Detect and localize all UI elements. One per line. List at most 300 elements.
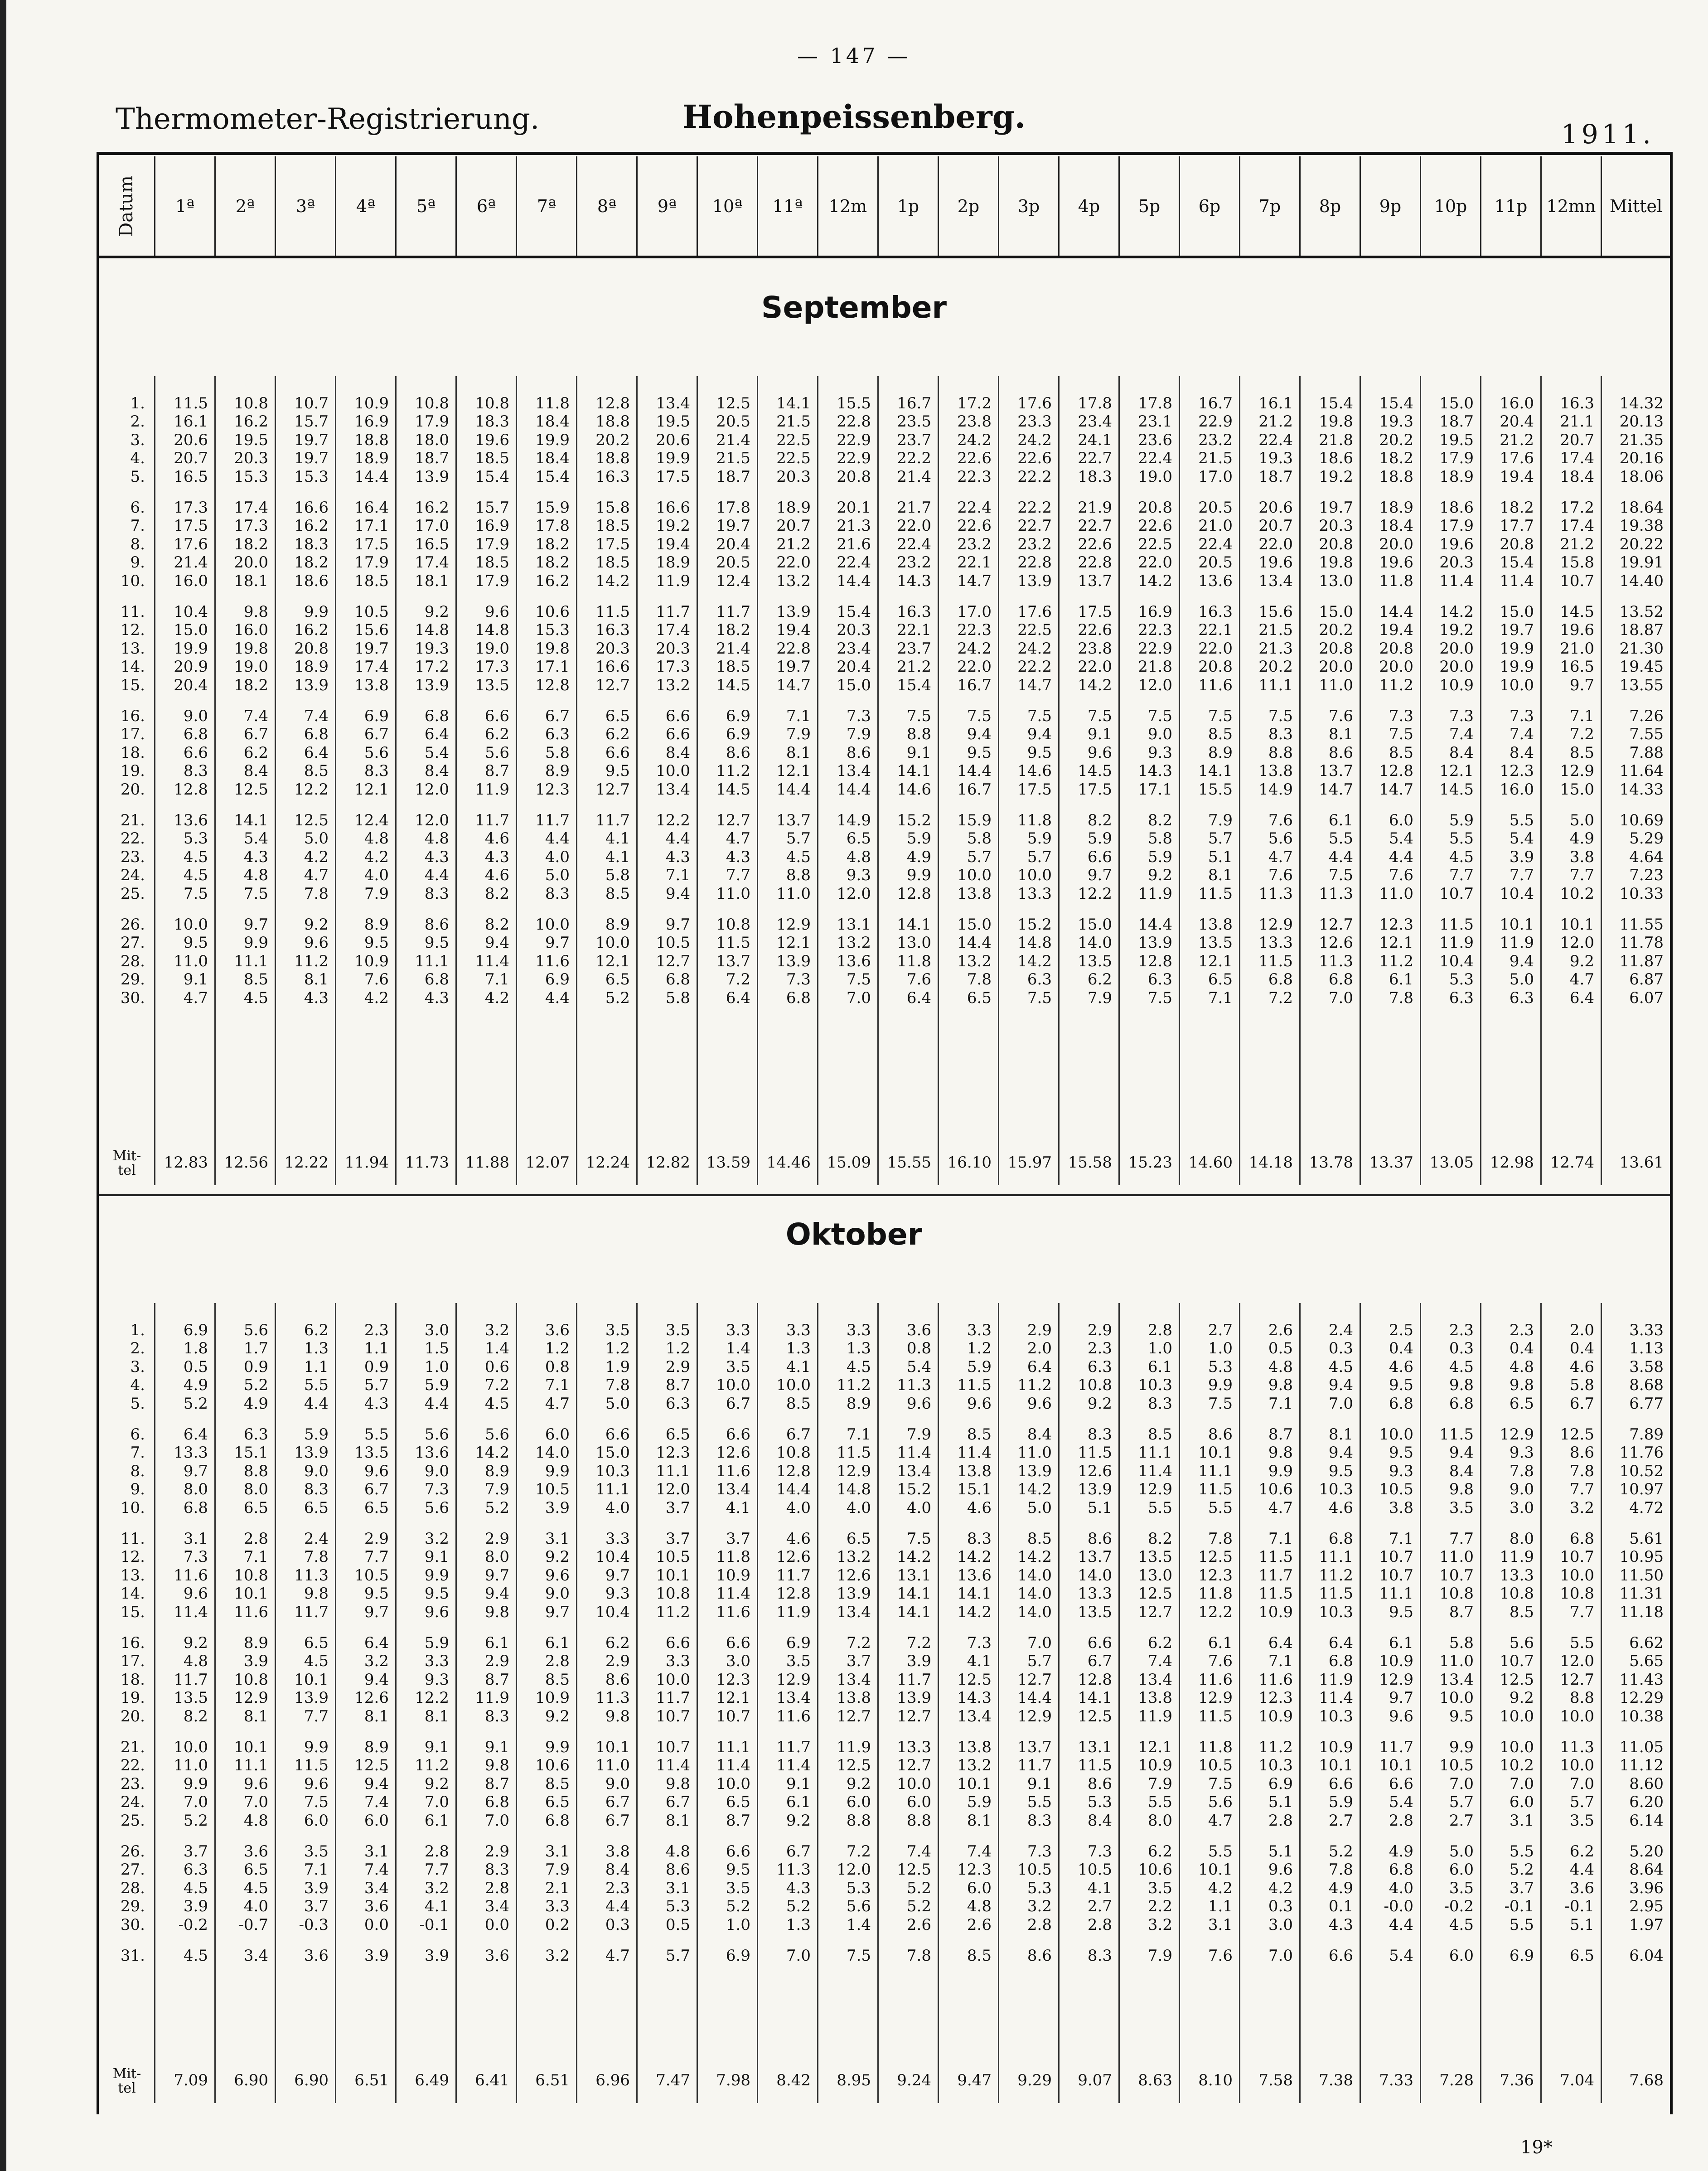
table-cell: 14.8 — [837, 1480, 871, 1499]
table-cell: 13.8 — [957, 884, 992, 903]
table-cell: 3.0 — [726, 1652, 750, 1671]
table-cell: 14.1 — [897, 762, 931, 780]
table-cell: 4.8 — [183, 1652, 208, 1671]
monthly-mean-cell: 14.46 — [766, 1153, 811, 1172]
table-cell: 22.0 — [1078, 658, 1112, 676]
table-cell: 7.3 — [967, 1634, 992, 1652]
table-cell: 7.7 — [1569, 1480, 1594, 1499]
table-cell: 6.5 — [605, 707, 630, 725]
table-cell: 12.0 — [656, 1480, 690, 1499]
table-cell: 2.6 — [906, 1915, 931, 1934]
page-number: — 147 — — [797, 44, 911, 68]
table-cell: 8.6 — [665, 1861, 690, 1879]
table-cell: 1.5 — [424, 1339, 449, 1358]
table-cell: 2.8 — [1027, 1915, 1052, 1934]
table-cell: 7.8 — [967, 970, 992, 989]
table-cell: 9.1 — [424, 1548, 449, 1566]
table-cell: 10.7 — [1439, 884, 1474, 903]
table-cell: 11.6 — [1198, 1670, 1233, 1689]
table-cell: 22.0 — [776, 553, 811, 572]
table-cell: 12.8 — [174, 780, 208, 799]
table-cell: 7.9 — [1208, 811, 1233, 829]
table-cell: 19.6 — [475, 431, 509, 449]
table-cell: 20.8 — [1500, 535, 1534, 553]
table-cell: 13.5 — [1078, 1603, 1112, 1621]
table-cell: 8.8 — [1268, 743, 1293, 762]
row-mittel-cell: 21.30 — [1619, 639, 1664, 658]
table-cell: 0.3 — [1328, 1339, 1353, 1358]
table-cell: 20.5 — [716, 553, 750, 572]
table-cell: 10.5 — [1017, 1861, 1052, 1879]
row-mittel-cell: 11.12 — [1619, 1756, 1664, 1775]
table-cell: 8.8 — [906, 725, 931, 744]
table-cell: 11.1 — [415, 952, 449, 970]
table-cell: 6.8 — [1268, 970, 1293, 989]
table-cell: 9.2 — [786, 1811, 811, 1830]
table-cell: 4.0 — [846, 1498, 871, 1517]
table-cell: 18.2 — [234, 676, 268, 694]
table-cell: 4.0 — [605, 1498, 630, 1517]
table-cell: 22.0 — [1258, 535, 1293, 553]
row-mittel-cell: 7.23 — [1629, 866, 1664, 885]
table-cell: 0.3 — [1449, 1339, 1474, 1358]
table-cell: 13.9 — [294, 1444, 329, 1462]
table-cell: 11.4 — [716, 1756, 750, 1775]
table-cell: 11.5 — [1198, 1480, 1233, 1499]
table-cell: 14.1 — [897, 916, 931, 934]
table-cell: 7.5 — [1208, 707, 1233, 725]
table-cell: 13.9 — [837, 1585, 871, 1603]
table-cell: 7.5 — [1147, 989, 1172, 1007]
table-cell: 11.5 — [837, 1444, 871, 1462]
table-cell: 6.0 — [846, 1793, 871, 1812]
table-cell: 24.2 — [1017, 431, 1052, 449]
row-mittel-cell: 5.20 — [1629, 1842, 1664, 1861]
table-cell: 12.1 — [595, 952, 630, 970]
table-cell: 11.7 — [776, 1566, 811, 1585]
table-cell: 7.1 — [846, 1425, 871, 1444]
table-cell: 14.0 — [1017, 1585, 1052, 1603]
table-cell: 13.3 — [897, 1738, 931, 1756]
monthly-mean-cell: 6.51 — [354, 2071, 389, 2089]
table-cell: 4.7 — [1208, 1811, 1233, 1830]
table-cell: 6.1 — [1147, 1357, 1172, 1376]
table-cell: 12.1 — [776, 762, 811, 780]
table-cell: 4.7 — [1268, 848, 1293, 866]
table-cell: 1.3 — [786, 1339, 811, 1358]
table-cell: 9.1 — [786, 1774, 811, 1793]
table-cell: 4.2 — [1268, 1879, 1293, 1897]
table-cell: 18.5 — [716, 658, 750, 676]
table-cell: 20.5 — [716, 412, 750, 431]
row-mittel-cell: 6.04 — [1629, 1947, 1664, 1965]
table-cell: 19.0 — [234, 658, 268, 676]
table-cell: 10.7 — [1560, 1548, 1594, 1566]
table-cell: 10.8 — [1560, 1585, 1594, 1603]
table-cell: 6.4 — [304, 743, 329, 762]
table-cell: 3.8 — [1569, 848, 1594, 866]
table-cell: 11.7 — [1258, 1566, 1293, 1585]
row-date: 4. — [130, 449, 145, 468]
table-cell: 6.9 — [726, 707, 750, 725]
table-cell: 5.8 — [1449, 1634, 1474, 1652]
table-cell: 19.0 — [1138, 467, 1172, 486]
table-cell: 11.4 — [957, 1444, 992, 1462]
table-cell: 17.8 — [535, 517, 570, 535]
table-cell: 16.2 — [294, 621, 329, 640]
table-cell: 13.4 — [716, 1480, 750, 1499]
table-cell: 3.2 — [1569, 1498, 1594, 1517]
table-cell: 12.3 — [957, 1861, 992, 1879]
table-cell: 6.0 — [304, 1811, 329, 1830]
table-cell: 5.0 — [1569, 811, 1594, 829]
row-mittel-cell: 11.55 — [1619, 916, 1664, 934]
table-cell: 7.8 — [304, 884, 329, 903]
table-cell: 6.0 — [1449, 1947, 1474, 1965]
table-cell: 4.8 — [243, 1811, 268, 1830]
table-cell: 5.7 — [364, 1376, 389, 1395]
table-cell: 20.1 — [837, 499, 871, 517]
table-cell: 14.4 — [957, 934, 992, 952]
table-cell: 1.0 — [424, 1357, 449, 1376]
table-cell: 19.7 — [294, 431, 329, 449]
table-cell: 9.4 — [665, 884, 690, 903]
table-cell: 3.6 — [545, 1321, 570, 1339]
table-cell: 18.2 — [1500, 499, 1534, 517]
column-header-label: 4p — [1078, 196, 1100, 216]
table-cell: 11.7 — [535, 811, 570, 829]
table-cell: 1.2 — [545, 1339, 570, 1358]
row-date: 25. — [120, 1811, 145, 1830]
table-cell: 13.9 — [415, 467, 449, 486]
column-header-12 — [817, 156, 877, 256]
table-cell: 8.6 — [1208, 1425, 1233, 1444]
table-cell: 9.4 — [967, 725, 992, 744]
row-date: 31. — [120, 1947, 145, 1965]
table-cell: 6.2 — [605, 1634, 630, 1652]
table-cell: 5.3 — [665, 1897, 690, 1916]
row-date: 2. — [130, 1339, 145, 1358]
table-cell: 9.9 — [1449, 1738, 1474, 1756]
table-cell: 11.9 — [776, 1603, 811, 1621]
table-cell: 12.0 — [837, 1861, 871, 1879]
table-cell: 20.7 — [1258, 517, 1293, 535]
table-cell: 10.0 — [1500, 1738, 1534, 1756]
table-cell: 11.8 — [716, 1548, 750, 1566]
table-cell: 8.6 — [1087, 1530, 1112, 1548]
table-cell: 5.5 — [1569, 1634, 1594, 1652]
table-cell: 10.7 — [656, 1738, 690, 1756]
table-cell: 14.1 — [1198, 762, 1233, 780]
table-cell: 9.6 — [906, 1394, 931, 1413]
table-cell: 9.3 — [1147, 743, 1172, 762]
table-cell: 10.7 — [1500, 1652, 1534, 1671]
table-cell: 9.4 — [364, 1774, 389, 1793]
row-date: 27. — [120, 934, 145, 952]
table-cell: 5.0 — [304, 829, 329, 848]
table-cell: 18.7 — [716, 467, 750, 486]
table-cell: 3.3 — [967, 1321, 992, 1339]
table-cell: 13.8 — [1198, 916, 1233, 934]
table-cell: 20.5 — [1198, 553, 1233, 572]
table-cell: 11.9 — [1500, 1548, 1534, 1566]
table-cell: 15.4 — [1500, 553, 1534, 572]
table-cell: 1.2 — [665, 1339, 690, 1358]
row-mittel-cell: 10.38 — [1619, 1707, 1664, 1725]
mittel-row-label: Mit- tel — [112, 2066, 141, 2096]
table-cell: 10.7 — [1560, 572, 1594, 590]
column-header-label: 10p — [1434, 196, 1467, 216]
table-cell: 19.9 — [656, 449, 690, 468]
table-cell: 11.4 — [174, 1603, 208, 1621]
table-cell: 4.7 — [1569, 970, 1594, 989]
table-cell: 5.0 — [1449, 1842, 1474, 1861]
table-cell: 16.3 — [595, 467, 630, 486]
table-cell: 4.6 — [786, 1530, 811, 1548]
table-cell: 4.9 — [243, 1394, 268, 1413]
column-header-label: 3p — [1017, 196, 1040, 216]
row-date: 8. — [130, 535, 145, 553]
table-cell: 10.1 — [294, 1670, 329, 1689]
table-cell: 10.0 — [1439, 1689, 1474, 1707]
table-cell: 22.5 — [1138, 535, 1172, 553]
table-cell: 9.2 — [424, 603, 449, 621]
table-cell: 9.5 — [726, 1861, 750, 1879]
table-cell: 8.7 — [726, 1811, 750, 1830]
monthly-mean-cell: 13.37 — [1369, 1153, 1413, 1172]
table-cell: 14.4 — [837, 572, 871, 590]
table-cell: 10.8 — [234, 394, 268, 412]
table-cell: 11.9 — [1138, 1707, 1172, 1725]
column-header-label: 2p — [957, 196, 980, 216]
table-cell: 14.2 — [1017, 1480, 1052, 1499]
table-cell: 7.0 — [1027, 1634, 1052, 1652]
table-cell: 17.9 — [475, 535, 509, 553]
table-cell: 7.5 — [183, 884, 208, 903]
table-cell: 5.7 — [1208, 829, 1233, 848]
table-cell: 16.7 — [897, 394, 931, 412]
table-cell: 5.1 — [1569, 1915, 1594, 1934]
table-cell: 14.1 — [897, 1585, 931, 1603]
column-header-label: 6p — [1198, 196, 1221, 216]
table-cell: 3.5 — [1147, 1879, 1172, 1897]
table-cell: 3.2 — [545, 1947, 570, 1965]
table-cell: 4.9 — [906, 848, 931, 866]
table-cell: 22.9 — [837, 449, 871, 468]
month-title: Oktober — [785, 1217, 923, 1252]
table-cell: 13.6 — [1198, 572, 1233, 590]
monthly-mean-cell: 15.58 — [1068, 1153, 1112, 1172]
table-cell: 14.1 — [897, 1603, 931, 1621]
table-cell: 10.5 — [1439, 1756, 1474, 1775]
column-header-label: 1p — [897, 196, 919, 216]
table-cell: 4.6 — [1328, 1498, 1353, 1517]
table-cell: 6.7 — [605, 1793, 630, 1812]
table-cell: 18.8 — [1379, 467, 1413, 486]
table-cell: 20.8 — [1198, 658, 1233, 676]
table-cell: 16.2 — [234, 412, 268, 431]
table-cell: 2.8 — [1087, 1915, 1112, 1934]
table-cell: 12.8 — [897, 884, 931, 903]
table-cell: 14.4 — [354, 467, 389, 486]
table-cell: 5.2 — [906, 1897, 931, 1916]
table-cell: 12.7 — [716, 811, 750, 829]
table-cell: 6.0 — [1449, 1861, 1474, 1879]
table-cell: 13.3 — [1500, 1566, 1534, 1585]
table-cell: 22.5 — [1017, 621, 1052, 640]
table-cell: 15.7 — [475, 499, 509, 517]
table-cell: 8.4 — [1087, 1811, 1112, 1830]
table-cell: 10.9 — [1258, 1707, 1293, 1725]
table-cell: 11.0 — [1379, 884, 1413, 903]
table-cell: 23.1 — [1138, 412, 1172, 431]
table-cell: 21.4 — [716, 639, 750, 658]
table-cell: 8.5 — [1208, 725, 1233, 744]
table-cell: 8.3 — [1268, 725, 1293, 744]
table-cell: 22.2 — [897, 449, 931, 468]
table-cell: 22.3 — [1138, 621, 1172, 640]
table-cell: 12.1 — [1198, 952, 1233, 970]
row-mittel-cell: 11.43 — [1619, 1670, 1664, 1689]
table-cell: 13.7 — [716, 952, 750, 970]
table-cell: 5.1 — [1268, 1793, 1293, 1812]
table-cell: 0.2 — [545, 1915, 570, 1934]
table-cell: 17.8 — [1138, 394, 1172, 412]
table-cell: 11.7 — [595, 811, 630, 829]
table-cell: 8.4 — [665, 743, 690, 762]
table-cell: 4.2 — [484, 989, 509, 1007]
column-header-4 — [335, 156, 395, 256]
table-cell: 22.9 — [1198, 412, 1233, 431]
row-mittel-cell: 18.64 — [1619, 499, 1664, 517]
table-cell: 7.4 — [364, 1861, 389, 1879]
table-cell: 11.8 — [1198, 1738, 1233, 1756]
table-cell: 5.1 — [1087, 1498, 1112, 1517]
table-cell: 11.5 — [1078, 1756, 1112, 1775]
column-header-label: 12mn — [1546, 196, 1596, 216]
station-title: Hohenpeissenberg. — [682, 98, 1026, 136]
column-header-label: 7p — [1258, 196, 1281, 216]
table-cell: 11.6 — [1258, 1670, 1293, 1689]
table-cell: 9.2 — [304, 916, 329, 934]
table-cell: 12.0 — [837, 884, 871, 903]
column-header-label: 12m — [828, 196, 867, 216]
table-cell: 1.1 — [364, 1339, 389, 1358]
row-mittel-cell: 6.87 — [1629, 970, 1664, 989]
table-cell: 7.1 — [1268, 1530, 1293, 1548]
table-cell: 11.6 — [776, 1707, 811, 1725]
table-cell: 8.1 — [786, 743, 811, 762]
table-cell: 7.8 — [605, 1376, 630, 1395]
table-cell: 6.8 — [786, 989, 811, 1007]
table-cell: 8.1 — [1328, 725, 1353, 744]
table-cell: 15.0 — [1319, 603, 1353, 621]
table-cell: 20.7 — [1560, 431, 1594, 449]
table-cell: 2.3 — [1087, 1339, 1112, 1358]
table-cell: 19.4 — [776, 621, 811, 640]
row-date: 29. — [120, 970, 145, 989]
table-cell: 10.6 — [535, 603, 570, 621]
table-cell: 13.7 — [776, 811, 811, 829]
table-cell: 4.9 — [1569, 829, 1594, 848]
table-cell: 11.3 — [1258, 884, 1293, 903]
column-header-21 — [1360, 156, 1420, 256]
table-cell: 11.5 — [716, 934, 750, 952]
table-cell: 11.0 — [174, 1756, 208, 1775]
table-cell: 12.8 — [1078, 1670, 1112, 1689]
row-mittel-cell: 12.29 — [1619, 1689, 1664, 1707]
table-cell: 8.7 — [665, 1376, 690, 1395]
table-cell: 8.1 — [304, 970, 329, 989]
table-cell: 2.9 — [484, 1652, 509, 1671]
table-cell: 13.2 — [837, 934, 871, 952]
table-cell: 3.6 — [243, 1842, 268, 1861]
table-cell: 4.4 — [665, 829, 690, 848]
table-cell: 14.4 — [776, 780, 811, 799]
table-cell: 2.8 — [243, 1530, 268, 1548]
table-cell: 21.5 — [776, 412, 811, 431]
table-cell: 7.3 — [846, 707, 871, 725]
table-cell: 7.5 — [906, 707, 931, 725]
table-cell: 5.0 — [1509, 970, 1534, 989]
table-cell: 14.7 — [1319, 780, 1353, 799]
table-cell: 15.0 — [1500, 603, 1534, 621]
table-cell: 4.1 — [605, 829, 630, 848]
table-cell: 11.2 — [1017, 1376, 1052, 1395]
table-cell: 13.7 — [1078, 572, 1112, 590]
table-cell: 8.8 — [906, 1811, 931, 1830]
table-cell: -0.0 — [1384, 1897, 1413, 1916]
table-cell: 23.2 — [1017, 535, 1052, 553]
table-cell: 11.7 — [716, 603, 750, 621]
row-mittel-cell: 20.16 — [1619, 449, 1664, 468]
row-mittel-cell: 7.88 — [1629, 743, 1664, 762]
table-cell: 2.7 — [1208, 1321, 1233, 1339]
table-cell: 14.4 — [837, 780, 871, 799]
table-cell: 21.3 — [837, 517, 871, 535]
monthly-mean-cell: 9.07 — [1078, 2071, 1112, 2089]
table-cell: 12.6 — [776, 1548, 811, 1566]
table-cell: 13.4 — [837, 1603, 871, 1621]
table-cell: 8.8 — [846, 1811, 871, 1830]
table-cell: 13.6 — [957, 1566, 992, 1585]
table-cell: 17.5 — [1078, 780, 1112, 799]
table-cell: 19.5 — [1439, 431, 1474, 449]
table-cell: 10.8 — [415, 394, 449, 412]
table-cell: 21.4 — [897, 467, 931, 486]
table-cell: 9.0 — [605, 1774, 630, 1793]
monthly-mean-cell: 7.28 — [1439, 2071, 1474, 2089]
table-cell: 17.3 — [174, 499, 208, 517]
table-cell: 4.6 — [1569, 1357, 1594, 1376]
table-cell: 5.3 — [1087, 1793, 1112, 1812]
row-mittel-cell: 14.33 — [1619, 780, 1664, 799]
table-cell: 1.4 — [846, 1915, 871, 1934]
table-cell: 18.1 — [234, 572, 268, 590]
table-cell: 6.5 — [1509, 1394, 1534, 1413]
table-cell: 4.5 — [1449, 848, 1474, 866]
table-cell: 3.1 — [1509, 1811, 1534, 1830]
table-cell: 7.9 — [1147, 1774, 1172, 1793]
table-cell: 8.5 — [243, 970, 268, 989]
table-cell: 17.0 — [957, 603, 992, 621]
table-cell: 13.9 — [1017, 1462, 1052, 1480]
table-cell: 9.2 — [1147, 866, 1172, 885]
column-header-16 — [1058, 156, 1118, 256]
table-cell: 6.5 — [605, 970, 630, 989]
table-cell: 15.1 — [234, 1444, 268, 1462]
table-cell: 9.8 — [605, 1707, 630, 1725]
